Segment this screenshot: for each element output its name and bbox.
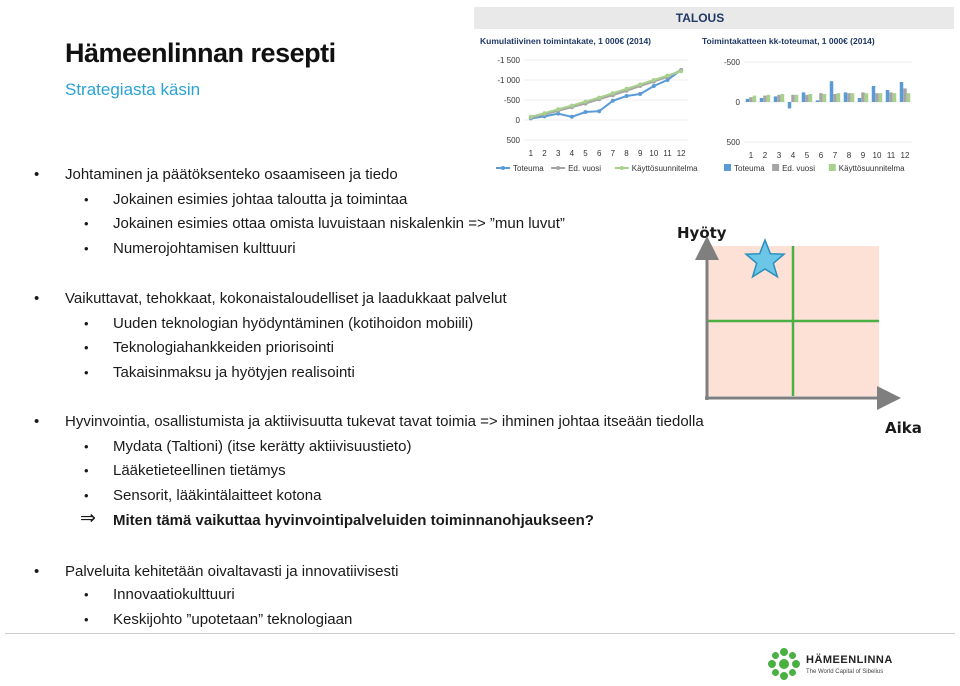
y-tick-label: -500 [723, 58, 740, 67]
x-tick-label: 1 [748, 151, 754, 160]
bar [795, 95, 799, 102]
bar [816, 100, 820, 102]
legend-marker [501, 166, 505, 170]
bullet-icon: • [84, 463, 89, 478]
data-point [543, 111, 547, 115]
logo-name: HÄMEENLINNA [806, 654, 893, 666]
y-tick-label: 0 [735, 98, 740, 107]
x-tick-label: 4 [790, 151, 796, 160]
x-tick-label: 4 [569, 149, 575, 158]
slide-subtitle: Strategiasta käsin [65, 80, 201, 99]
data-point [652, 84, 656, 88]
bar [763, 96, 767, 102]
bar [749, 97, 753, 102]
bar [767, 95, 771, 102]
bar [746, 99, 750, 102]
x-tick-label: 7 [610, 149, 616, 158]
bar [781, 94, 785, 102]
bar [865, 93, 869, 102]
slide-title: Hämeenlinnan resepti [65, 38, 336, 68]
y-axis-label: Hyöty [677, 224, 727, 242]
bar [886, 90, 890, 102]
bar [760, 98, 764, 102]
legend-marker [556, 166, 560, 170]
legend-swatch [772, 164, 779, 171]
bullet-icon: • [34, 166, 40, 183]
x-tick-label: 2 [762, 151, 768, 160]
data-point [570, 115, 574, 119]
data-point [570, 104, 574, 108]
x-tick-label: 9 [860, 151, 866, 160]
bar [879, 93, 883, 102]
x-tick-label: 9 [637, 149, 643, 158]
x-tick-label: 3 [555, 149, 561, 158]
x-tick-label: 12 [900, 151, 910, 160]
bar [851, 93, 855, 102]
bar [805, 95, 809, 102]
bullet-icon: • [84, 340, 89, 355]
x-tick-label: 6 [596, 149, 602, 158]
data-point [625, 94, 629, 98]
x-tick-label: 2 [542, 149, 547, 158]
legend-entry: Käyttösuunnitelma [631, 164, 698, 173]
bar [861, 92, 865, 102]
data-point [584, 110, 588, 114]
x-tick-label: 1 [528, 149, 534, 158]
logo-flower-icon [768, 648, 800, 680]
data-point [611, 91, 615, 95]
bar [819, 93, 823, 102]
bar [823, 94, 827, 102]
x-tick-label: 8 [846, 151, 852, 160]
bar [833, 94, 837, 102]
data-point [597, 109, 601, 113]
bar [872, 86, 876, 102]
bullet-icon: • [84, 488, 89, 503]
bullet-icon: • [84, 587, 89, 602]
bar [844, 92, 848, 102]
data-point [529, 115, 533, 119]
legend-entry: Toteuma [734, 164, 765, 173]
y-tick-label: -500 [503, 96, 520, 105]
legend-entry: Toteuma [513, 164, 544, 173]
data-point [611, 99, 615, 103]
bar [777, 95, 781, 102]
legend-entry: Ed. vuosi [782, 164, 816, 173]
data-point [556, 107, 560, 111]
x-tick-label: 3 [776, 151, 782, 160]
data-point [625, 87, 629, 91]
bullet-icon: • [34, 413, 40, 430]
bullet-icon: • [84, 241, 89, 256]
bar [907, 93, 911, 102]
bullet-icon: • [84, 216, 89, 231]
implies-arrow-icon: ⇒ [80, 508, 96, 529]
bar [753, 96, 757, 102]
logo-tagline: The World Capital of Sibelius [806, 669, 884, 675]
bar [893, 93, 897, 102]
y-tick-label: 500 [726, 138, 740, 147]
bar [900, 82, 904, 102]
bullet-icon: • [84, 612, 89, 627]
x-tick-label: 10 [872, 151, 882, 160]
y-tick-label: -1 500 [497, 56, 520, 65]
legend-swatch [724, 164, 731, 171]
x-tick-label: 11 [663, 149, 672, 158]
data-point [666, 74, 670, 78]
bar [903, 88, 907, 102]
talous-panel [474, 3, 954, 185]
talous-charts [474, 3, 954, 185]
y-tick-label: -1 000 [497, 76, 520, 85]
bullet-icon: • [84, 365, 89, 380]
x-tick-label: 12 [676, 149, 686, 158]
legend-entry: Käyttösuunnitelma [838, 164, 905, 173]
bar [774, 96, 778, 102]
data-point [638, 92, 642, 96]
panel-title: TALOUS [675, 11, 725, 25]
bar [788, 102, 792, 108]
x-tick-label: 10 [649, 149, 659, 158]
bullet-icon: • [84, 439, 89, 454]
chart-1-title: Kumulatiivinen toimintakate, 1 000€ (2014) [480, 36, 652, 46]
bar [858, 98, 862, 102]
x-axis-label: Aika [885, 419, 922, 437]
chart-2-title: Toimintakatteen kk-toteumat, 1 000€ (2014) [702, 36, 875, 46]
y-tick-label: 0 [515, 116, 520, 125]
bar [830, 81, 834, 102]
bar [837, 93, 841, 102]
x-tick-label: 5 [583, 149, 588, 158]
legend-swatch [829, 164, 836, 171]
bar [791, 95, 795, 102]
x-tick-label: 5 [804, 151, 810, 160]
data-point [584, 100, 588, 104]
bar [802, 92, 806, 102]
x-tick-label: 7 [832, 151, 838, 160]
x-tick-label: 11 [886, 151, 896, 160]
x-tick-label: 8 [624, 149, 629, 158]
bullet-icon: • [34, 290, 40, 307]
x-tick-label: 6 [818, 151, 824, 160]
legend-entry: Ed. vuosi [568, 164, 602, 173]
legend-marker [620, 166, 624, 170]
bullet-icon: • [84, 316, 89, 331]
data-point [597, 96, 601, 100]
bar [847, 93, 851, 102]
bar [809, 94, 813, 102]
data-point [638, 82, 642, 86]
y-tick-label: 500 [506, 136, 520, 145]
bar [889, 92, 893, 102]
bullet-icon: • [34, 563, 40, 580]
footer-divider [5, 633, 955, 634]
data-point [679, 69, 683, 73]
bar [875, 93, 879, 102]
bullet-icon: • [84, 192, 89, 207]
data-point [652, 78, 656, 82]
benefit-time-diagram [675, 218, 935, 458]
